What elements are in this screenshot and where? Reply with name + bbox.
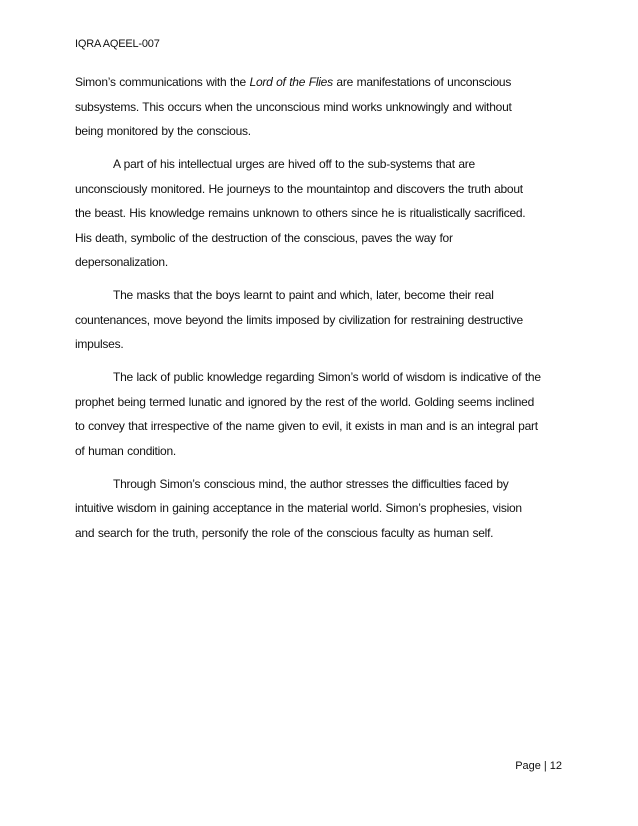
text-segment: depersonalization. (75, 255, 168, 269)
page-number: 12 (549, 760, 562, 772)
text-line (75, 152, 565, 177)
text-segment: and search for the truth, personify the role of the conscious faculty as human self. (75, 525, 494, 540)
text-line (75, 496, 565, 521)
paragraph-gap (75, 275, 565, 284)
text-segment: the beast. His knowledge remains unknown to others since he is ritualistically sacrificed. (75, 206, 526, 220)
page-header: IQRA AQEEL-007 (75, 38, 160, 50)
paragraph (75, 152, 565, 275)
text-line (75, 226, 565, 251)
text-line (75, 439, 565, 464)
paragraph (75, 472, 565, 546)
text-line (75, 70, 565, 95)
text-segment: Through Simon’s conscious mind, the author stresses the difficulties faced by (113, 476, 509, 491)
text-segment: to convey that irrespective of the name given to evil, it exists in man and is an integral part (75, 419, 538, 433)
text-line (75, 119, 565, 144)
text-line (75, 283, 565, 308)
italic-title: Lord of the Flies (249, 75, 333, 89)
text-line (75, 414, 565, 439)
text-segment: His death, symbolic of the destruction of the conscious, paves the way for (75, 230, 453, 245)
text-segment: intuitive wisdom in gaining acceptance in the material world. Simon’s prophesies, vision (75, 501, 522, 515)
text-segment: countenances, move beyond the limits imposed by civilization for restraining destructive (75, 312, 523, 327)
page-label: Page (515, 760, 541, 772)
paragraph (75, 365, 565, 463)
paragraph (75, 283, 565, 357)
text-segment: The masks that the boys learnt to paint and which, later, become their real (113, 288, 494, 302)
paragraph-gap (75, 144, 565, 153)
paragraph-gap (75, 463, 565, 472)
text-line (75, 365, 565, 390)
text-segment: being monitored by the conscious. (75, 124, 251, 138)
text-segment: of human condition. (75, 443, 176, 458)
text-segment: impulses. (75, 337, 124, 351)
text-segment: prophet being termed lunatic and ignored by the rest of the world. Golding seems inclined (75, 394, 535, 409)
text-segment: unconsciously monitored. He journeys to the mountaintop and discovers the truth about (75, 181, 523, 196)
text-line (75, 390, 565, 415)
text-line (75, 332, 565, 357)
document-body (75, 70, 565, 545)
text-line (75, 308, 565, 333)
text-line (75, 250, 565, 275)
text-line (75, 521, 565, 546)
text-segment: are manifestations of unconscious (332, 75, 512, 89)
paragraph-gap (75, 357, 565, 366)
text-segment: Simon’s communications with the (75, 75, 250, 89)
page-separator: | (543, 760, 547, 772)
paragraph (75, 70, 565, 144)
text-segment: The lack of public knowledge regarding Simon’s world of wisdom is indicative of the (113, 370, 541, 384)
text-line (75, 472, 565, 497)
text-segment: subsystems. This occurs when the unconscious mind works unknowingly and without (75, 99, 512, 114)
page-footer (515, 760, 562, 772)
text-line (75, 177, 565, 202)
text-line (75, 95, 565, 120)
text-line (75, 201, 565, 226)
text-segment: A part of his intellectual urges are hived off to the sub-systems that are (113, 157, 475, 171)
